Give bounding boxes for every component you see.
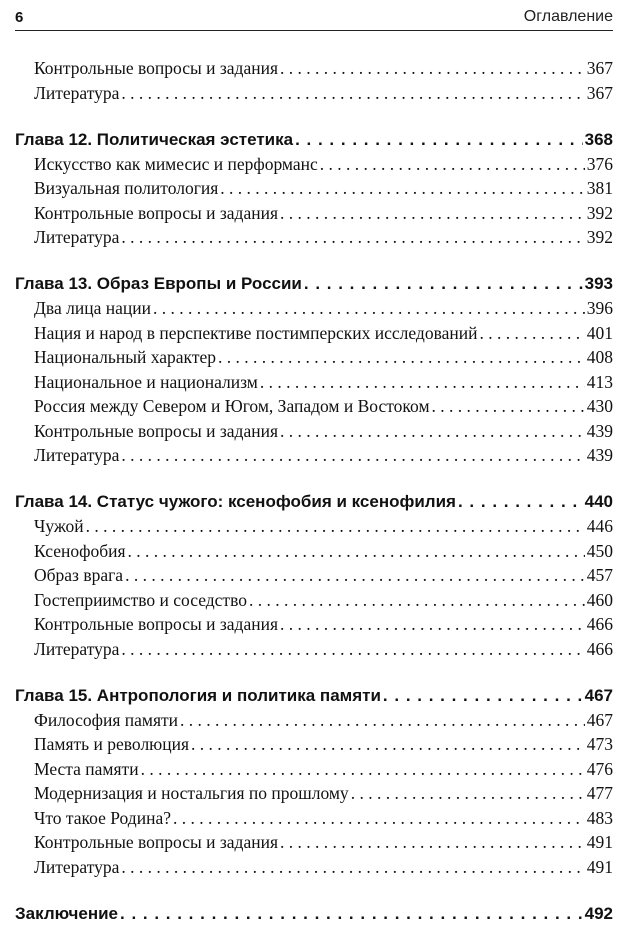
entry-title: Что такое Родина? (34, 807, 171, 828)
page-ref: 483 (586, 807, 613, 828)
section-spacer (15, 105, 613, 127)
page-ref: 473 (586, 734, 613, 754)
page-ref: 367 (586, 58, 613, 78)
dot-leader (121, 855, 584, 880)
entry-title: Визуальная политология (34, 178, 219, 198)
toc-entry-row[interactable] (15, 443, 613, 468)
toc-entry-row[interactable] (15, 56, 613, 81)
toc-entry-row[interactable] (15, 732, 613, 757)
page-ref: 446 (586, 516, 613, 536)
page-ref: 492 (584, 903, 613, 923)
page-ref: 450 (586, 540, 613, 561)
page-ref: 401 (586, 322, 613, 343)
entry-title: Контрольные вопросы и задания (34, 614, 278, 634)
section-spacer (15, 879, 613, 901)
page-ref: 413 (586, 371, 613, 392)
page-ref: 460 (586, 589, 613, 610)
toc-chapter-row[interactable] (15, 271, 613, 296)
entry-title: Литература (34, 856, 120, 877)
entry-title: Россия между Севером и Югом, Западом и Востоком (34, 396, 430, 416)
page-ref: 440 (584, 492, 613, 511)
page-ref: 367 (586, 82, 613, 103)
entry-title: Контрольные вопросы и задания (34, 832, 278, 852)
page-ref: 381 (586, 178, 613, 198)
dot-leader (191, 732, 585, 757)
chapter-title: Глава 15. Антропология и политика памяти (15, 685, 381, 705)
toc-entry-row[interactable] (15, 296, 613, 321)
dot-leader (280, 419, 585, 444)
entry-title: Литература (34, 82, 120, 103)
page-ref: 393 (584, 274, 613, 293)
toc-entry-row[interactable] (15, 201, 613, 226)
dot-leader (383, 683, 583, 708)
toc-entry-row[interactable] (15, 563, 613, 588)
entry-title: Места памяти (34, 758, 139, 779)
toc-chapter-row[interactable] (15, 901, 613, 926)
toc-entry-row[interactable] (15, 152, 613, 177)
dot-leader (120, 901, 583, 926)
dot-leader (260, 370, 585, 395)
page-ref: 439 (586, 420, 613, 441)
dot-leader (153, 296, 585, 321)
toc-entry-row[interactable] (15, 539, 613, 564)
toc-entry-row[interactable] (15, 806, 613, 831)
chapter-title: Глава 13. Образ Европы и России (15, 274, 302, 293)
dot-leader (479, 321, 584, 346)
entry-title: Философия памяти (34, 709, 179, 730)
dot-leader (86, 514, 585, 539)
toc-entry-row[interactable] (15, 176, 613, 201)
dot-leader (121, 637, 584, 662)
entry-title: Гостеприимство и соседство (34, 589, 247, 610)
entry-title: Память и революция (34, 734, 190, 754)
chapter-title: Глава 12. Политическая эстетика (15, 129, 294, 149)
page-ref: 466 (586, 638, 613, 659)
toc-entry-row[interactable] (15, 588, 613, 613)
entry-title: Нация и народ в перспективе постимперских исследований (34, 322, 478, 343)
toc-entry-row[interactable] (15, 514, 613, 539)
dot-leader (280, 830, 585, 855)
entry-title: Национальное и национализм (34, 371, 258, 392)
toc-entry-row[interactable] (15, 81, 613, 106)
page-ref: 392 (586, 227, 613, 247)
dot-leader (220, 176, 584, 201)
page-ref: 439 (586, 445, 613, 465)
page-ref: 467 (586, 709, 613, 730)
page-ref: 368 (584, 129, 613, 149)
toc-chapter-row[interactable] (15, 683, 613, 708)
entry-title: Национальный характер (34, 347, 216, 367)
page-ref: 491 (586, 832, 613, 852)
toc-entry-row[interactable] (15, 225, 613, 250)
dot-leader (249, 588, 585, 613)
page-ref: 466 (586, 614, 613, 634)
dot-leader (128, 539, 585, 564)
dot-leader (458, 489, 583, 514)
running-title: Оглавление (523, 8, 613, 25)
toc-entry-row[interactable] (15, 370, 613, 395)
table-of-contents (15, 56, 613, 926)
dot-leader (280, 56, 585, 81)
entry-title: Образ врага (34, 565, 124, 585)
toc-entry-row[interactable] (15, 830, 613, 855)
chapter-title: Заключение (15, 903, 118, 923)
dot-leader (304, 271, 583, 296)
toc-entry-row[interactable] (15, 612, 613, 637)
entry-title: Контрольные вопросы и задания (34, 420, 278, 441)
dot-leader (432, 394, 585, 419)
entry-title: Литература (34, 445, 120, 465)
entry-title: Чужой (34, 516, 84, 536)
toc-entry-row[interactable] (15, 708, 613, 733)
page-ref: 491 (586, 856, 613, 877)
page-ref: 467 (584, 685, 613, 705)
entry-title: Модернизация и ностальгия по прошлому (34, 783, 349, 803)
toc-chapter-row[interactable] (15, 489, 613, 514)
section-spacer (15, 661, 613, 683)
entry-title: Литература (34, 227, 120, 247)
section-spacer (15, 250, 613, 272)
dot-leader (121, 81, 584, 106)
entry-title: Ксенофобия (34, 540, 126, 561)
page-ref: 430 (586, 396, 613, 416)
dot-leader (121, 443, 584, 468)
toc-entry-row[interactable] (15, 345, 613, 370)
dot-leader (180, 708, 585, 733)
toc-entry-row[interactable] (15, 855, 613, 880)
toc-entry-row[interactable] (15, 781, 613, 806)
page-ref: 476 (586, 758, 613, 779)
page-number: 6 (15, 9, 24, 26)
dot-leader (125, 563, 585, 588)
chapter-title: Глава 14. Статус чужого: ксенофобия и ксенофилия (15, 492, 456, 511)
dot-leader (173, 806, 585, 831)
page-ref: 376 (586, 153, 613, 174)
page-ref: 457 (586, 565, 613, 585)
entry-title: Литература (34, 638, 120, 659)
toc-entry-row[interactable] (15, 637, 613, 662)
dot-leader (280, 612, 585, 637)
entry-title: Искусство как мимесис и перформанс (34, 153, 318, 174)
dot-leader (320, 152, 585, 177)
section-spacer (15, 468, 613, 490)
toc-entry-row[interactable] (15, 394, 613, 419)
dot-leader (280, 201, 585, 226)
dot-leader (218, 345, 585, 370)
dot-leader (141, 757, 585, 782)
page-ref: 408 (586, 347, 613, 367)
page-header (15, 6, 613, 31)
dot-leader (121, 225, 584, 250)
dot-leader (295, 127, 583, 152)
toc-entry-row[interactable] (15, 321, 613, 346)
toc-entry-row[interactable] (15, 757, 613, 782)
entry-title: Контрольные вопросы и задания (34, 58, 278, 78)
dot-leader (351, 781, 585, 806)
toc-chapter-row[interactable] (15, 127, 613, 152)
page-ref: 392 (586, 202, 613, 223)
entry-title: Два лица нации (34, 298, 151, 318)
entry-title: Контрольные вопросы и задания (34, 202, 278, 223)
page-ref: 477 (586, 783, 613, 803)
toc-entry-row[interactable] (15, 419, 613, 444)
page-ref: 396 (586, 298, 613, 318)
